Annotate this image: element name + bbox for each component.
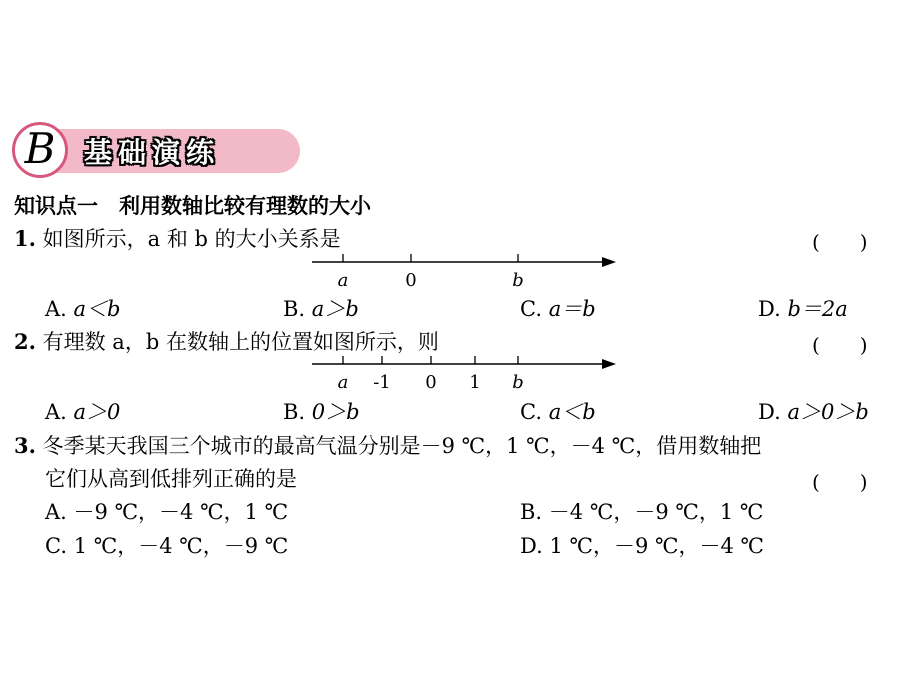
option-c[interactable]: C. a＝b xyxy=(520,297,596,321)
option-d[interactable]: D. a＞0＞b xyxy=(758,400,869,424)
option-b[interactable]: B. －4 ℃，－9 ℃，1 ℃ xyxy=(520,500,764,524)
question-1 xyxy=(14,226,341,252)
answer-bracket: ( ) xyxy=(812,470,868,494)
question-stem-line1: 冬季某天我国三个城市的最高气温分别是－9 ℃，1 ℃，－4 ℃，借用数轴把 xyxy=(42,434,762,458)
question-number: 1. xyxy=(14,226,36,251)
option-b[interactable]: B. a＞b xyxy=(283,297,359,321)
option-a[interactable]: A. －9 ℃，－4 ℃，1 ℃ xyxy=(45,500,289,524)
answer-bracket: ( ) xyxy=(812,333,868,357)
label-b: b xyxy=(512,372,524,393)
section-title: 基础演练 xyxy=(84,136,221,169)
badge-letter: B xyxy=(24,124,56,173)
section-badge xyxy=(12,120,302,182)
question-number: 3. xyxy=(14,433,36,458)
option-c[interactable]: C. 1 ℃，－4 ℃，－9 ℃ xyxy=(45,534,289,558)
question-stem-line2: 它们从高到低排列正确的是 xyxy=(45,467,297,491)
question-number: 2. xyxy=(14,329,36,354)
knowledge-point-heading: 知识点一 利用数轴比较有理数的大小 xyxy=(14,194,371,218)
option-a[interactable]: A. a＞0 xyxy=(45,400,121,424)
label-b: b xyxy=(512,270,524,291)
number-line-2 xyxy=(300,352,620,396)
number-line-1 xyxy=(300,250,620,294)
option-c[interactable]: C. a＜b xyxy=(520,400,596,424)
label-0: 0 xyxy=(405,270,417,291)
question-stem: 有理数 a，b 在数轴上的位置如图所示，则 xyxy=(42,330,439,354)
option-d[interactable]: D. b＝2a xyxy=(758,297,848,321)
axis-arrow xyxy=(602,359,616,369)
option-a[interactable]: A. a＜b xyxy=(45,297,121,321)
question-stem: 如图所示，a 和 b 的大小关系是 xyxy=(42,227,341,251)
option-d[interactable]: D. 1 ℃，－9 ℃，－4 ℃ xyxy=(520,534,765,558)
label-1: 1 xyxy=(469,372,481,393)
label-a: a xyxy=(337,372,349,393)
question-3 xyxy=(14,433,761,459)
option-b[interactable]: B. 0＞b xyxy=(283,400,360,424)
answer-bracket: ( ) xyxy=(812,230,868,254)
label-neg1: -1 xyxy=(373,372,391,393)
label-a: a xyxy=(337,270,349,291)
label-0: 0 xyxy=(425,372,437,393)
axis-arrow xyxy=(602,257,616,267)
